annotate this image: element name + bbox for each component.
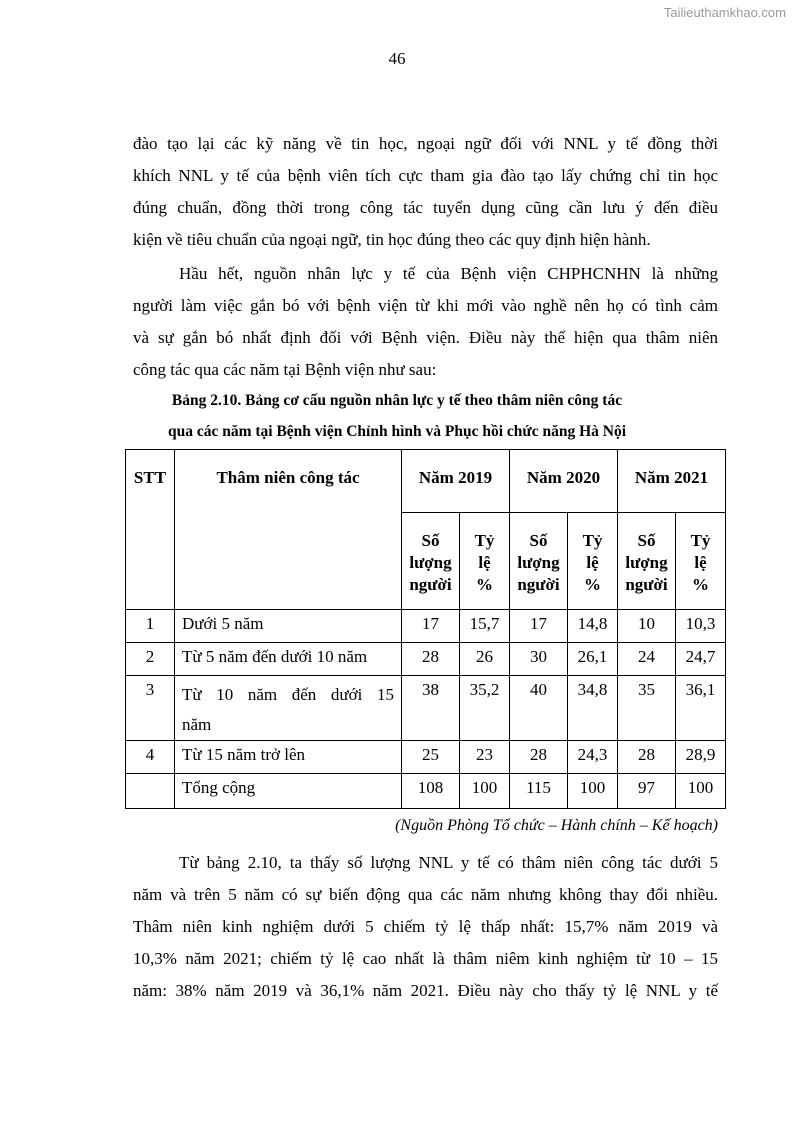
source-note: (Nguồn Phòng Tổ chức – Hành chính – Kế hoạch)	[395, 817, 718, 834]
cell-total-label: Tổng cộng	[175, 774, 402, 809]
paragraph-line: Từ bảng 2.10, ta thấy số lượng NNL y tế có thâm niên công tác dưới 5	[179, 853, 718, 872]
cell-stt: 1	[126, 610, 175, 643]
subheader-count: Số lượng người	[402, 513, 460, 610]
cell-value: 34,8	[568, 676, 618, 741]
seniority-table	[125, 449, 726, 809]
cell-value: 15,7	[460, 610, 510, 643]
cell-value: 24	[618, 643, 676, 676]
cell-seniority: Từ 5 năm đến dưới 10 năm	[175, 643, 402, 676]
cell-value: 28	[402, 643, 460, 676]
paragraph-line: Thâm niên kinh nghiệm dưới 5 chiếm tỷ lệ thấp nhất: 15,7% năm 2019 và	[133, 917, 718, 936]
cell-seniority: Dưới 5 năm	[175, 610, 402, 643]
cell-value: 26	[460, 643, 510, 676]
cell-value: 100	[568, 774, 618, 809]
cell-value: 30	[510, 643, 568, 676]
table-total-row	[126, 774, 726, 809]
cell-stt	[126, 774, 175, 809]
cell-value: 28,9	[676, 741, 726, 774]
header-year-2021: Năm 2021	[618, 450, 726, 513]
seniority-line: năm	[182, 715, 212, 734]
cell-value: 100	[676, 774, 726, 809]
paragraph-line: công tác qua các năm tại Bệnh viện như sau:	[133, 360, 437, 379]
header-year-2019: Năm 2019	[402, 450, 510, 513]
cell-value: 28	[510, 741, 568, 774]
cell-value: 10,3	[676, 610, 726, 643]
paragraph-line: đúng chuẩn, đồng thời trong công tác tuyển dụng cũng cần lưu ý đến điều	[133, 198, 718, 217]
paragraph-line: đào tạo lại các kỹ năng về tin học, ngoại ngữ đối với NNL y tế đồng thời	[133, 134, 718, 153]
paragraph-line: khích NNL y tế của bệnh viên tích cực tham gia đào tạo lấy chứng chỉ tin học	[133, 166, 718, 185]
cell-value: 14,8	[568, 610, 618, 643]
cell-value: 10	[618, 610, 676, 643]
paragraph-3	[133, 847, 718, 1007]
paragraph-line: và sự gắn bó nhất định đối với Bệnh viện. Điều này thể hiện qua thâm niên	[133, 328, 718, 347]
subheader-rate: Tỷ lệ %	[460, 513, 510, 610]
cell-value: 40	[510, 676, 568, 741]
cell-value: 23	[460, 741, 510, 774]
cell-value: 24,7	[676, 643, 726, 676]
cell-seniority: Từ 15 năm trở lên	[175, 741, 402, 774]
cell-value: 36,1	[676, 676, 726, 741]
cell-value: 17	[510, 610, 568, 643]
page-number: 46	[388, 49, 406, 68]
paragraph-1	[133, 128, 718, 256]
cell-value: 100	[460, 774, 510, 809]
subheader-rate: Tỷ lệ %	[676, 513, 726, 610]
cell-stt: 2	[126, 643, 175, 676]
subheader-count: Số lượng người	[618, 513, 676, 610]
cell-value: 35	[618, 676, 676, 741]
cell-value: 115	[510, 774, 568, 809]
watermark: Tailieuthamkhao.com	[663, 5, 786, 20]
table-row	[126, 643, 726, 676]
cell-value: 35,2	[460, 676, 510, 741]
header-year-2020: Năm 2020	[510, 450, 618, 513]
paragraph-line: người làm việc gắn bó với bệnh viện từ khi mới vào nghề nên họ có tình cảm	[133, 296, 718, 315]
paragraph-line: năm và trên 5 năm có sự biến động qua các năm nhưng không thay đổi nhiều.	[133, 885, 718, 904]
subheader-rate: Tỷ lệ %	[568, 513, 618, 610]
table-row	[126, 741, 726, 774]
cell-stt: 4	[126, 741, 175, 774]
header-seniority: Thâm niên công tác	[175, 450, 402, 610]
header-stt: STT	[126, 450, 175, 610]
cell-value: 24,3	[568, 741, 618, 774]
cell-value: 25	[402, 741, 460, 774]
paragraph-line: 10,3% năm 2021; chiếm tỷ lệ cao nhất là thâm niêm kinh nghiệm từ 10 – 15	[133, 949, 718, 968]
cell-value: 108	[402, 774, 460, 809]
cell-value: 28	[618, 741, 676, 774]
table-caption-line-1: Bảng 2.10. Bảng cơ cấu nguồn nhân lực y tế theo thâm niên công tác	[171, 392, 623, 409]
paragraph-line: kiện về tiêu chuẩn của ngoại ngữ, tin học đúng theo các quy định hiện hành.	[133, 230, 651, 249]
paragraph-2	[133, 258, 718, 386]
subheader-count: Số lượng người	[510, 513, 568, 610]
table-header-row	[126, 450, 726, 513]
table-row	[126, 610, 726, 643]
seniority-line: Từ 10 năm đến dưới 15	[182, 685, 394, 704]
paragraph-line: Hầu hết, nguồn nhân lực y tế của Bệnh viện CHPHCNHN là những	[179, 264, 718, 283]
cell-seniority	[175, 676, 402, 741]
paragraph-line: năm: 38% năm 2019 và 36,1% năm 2021. Điều này cho thấy tỷ lệ NNL y tế	[133, 981, 718, 1000]
cell-stt: 3	[126, 676, 175, 741]
cell-value: 97	[618, 774, 676, 809]
cell-value: 17	[402, 610, 460, 643]
table-row	[126, 676, 726, 741]
cell-value: 26,1	[568, 643, 618, 676]
table-caption-line-2: qua các năm tại Bệnh viện Chỉnh hình và Phục hồi chức năng Hà Nội	[167, 423, 627, 440]
cell-value: 38	[402, 676, 460, 741]
